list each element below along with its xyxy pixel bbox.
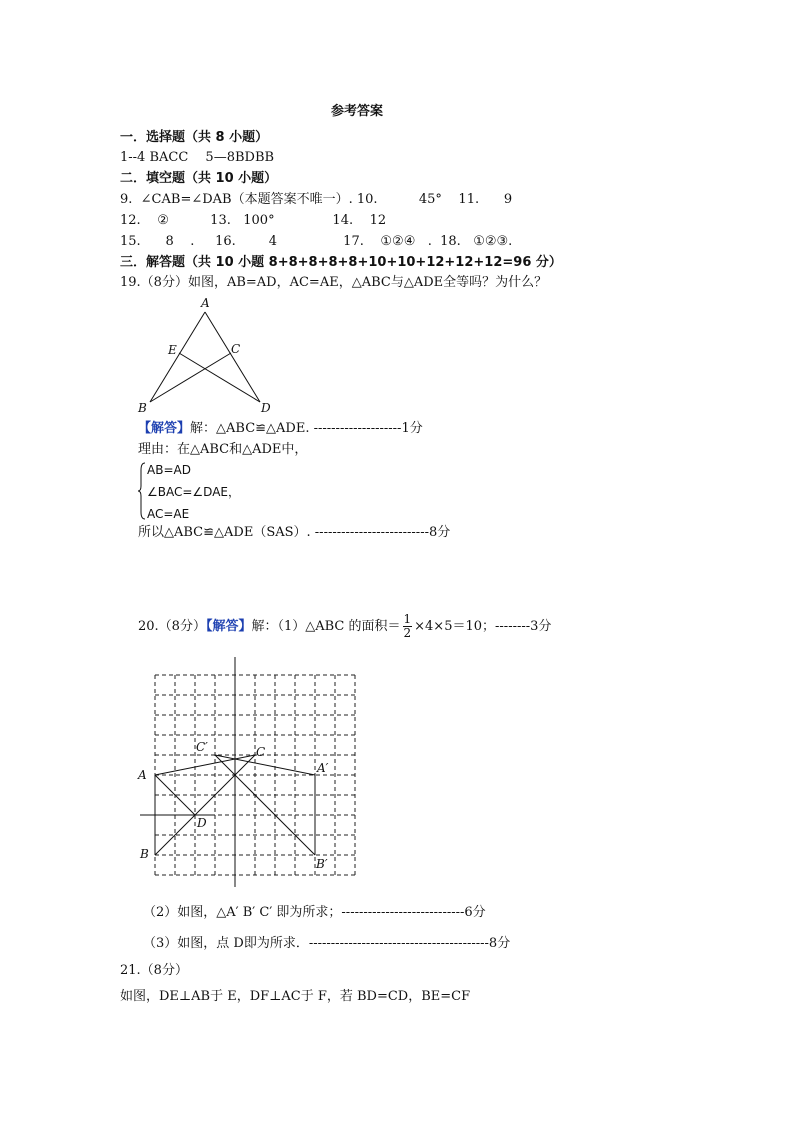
q20-part2: （2）如图，△A′ B′ C′ 即为所求；----------------------------6分 (143, 905, 486, 920)
q19-conclusion: 所以△ABC≌△ADE（SAS）. --------------------------8分 (138, 525, 451, 540)
fill-answers-row1: 9. ∠CAB=∠DAB（本题答案不唯一）. 10. 45° 11. 9 (120, 192, 513, 207)
q19-answer-tag: 【解答】 (138, 421, 191, 436)
q19-label-c: C (231, 342, 241, 356)
q20-label-d: D (197, 816, 207, 830)
q19-label-b: B (138, 401, 147, 415)
q19-label-a: A (201, 296, 210, 310)
fill-answers-row3: 15. 8 . 16. 4 17. ①②④ . 18. ①②③. (120, 234, 513, 249)
q20-part1-a: 解：（1）△ABC 的面积＝ (251, 619, 401, 634)
q20-label-b-prime: B′ (316, 857, 328, 871)
q19-reason: 理由：在△ABC和△ADE中， (138, 442, 308, 457)
page-title: 参考答案 (331, 104, 384, 119)
q19-prompt: 19.（8分）如图，AB=AD，AC=AE，△ABC与△ADE全等吗？为什么？ (120, 275, 548, 290)
q19-cond3: AC=AE (147, 507, 190, 521)
q20-grid-figure (130, 655, 370, 890)
q19-condition-brace (138, 462, 144, 520)
q20-label-a-prime: A′ (317, 761, 329, 775)
section-heading-solve: 三．解答题（共 10 小题 8+8+8+8+8+10+10+12+12+12=96 分） (120, 255, 562, 270)
q19-label-d: D (261, 401, 271, 415)
q20-prefix: 20.（8分） (138, 619, 206, 634)
q20-label-c: C (256, 745, 266, 759)
q20-frac-den: 2 (403, 626, 412, 640)
q19-cond1: AB=AD (147, 463, 191, 477)
section-heading-fill: 二．填空题（共 10 小题） (120, 171, 278, 186)
q19-answer-text: 解：△ABC≌△ADE. --------------------1分 (190, 421, 423, 436)
q20-line1 (138, 612, 551, 642)
q19-cond2: ∠BAC=∠DAE， (147, 485, 241, 499)
q19-answer (138, 420, 423, 438)
q20-answer-tag: 【解答】 (205, 619, 252, 634)
choice-answers: 1--4 BACC 5—8BDBB (120, 150, 275, 165)
fill-answers-row2: 12. ② 13. 100° 14. 12 (120, 213, 387, 228)
q21-text: 如图，DE⊥AB于 E，DF⊥AC于 F，若 BD=CD，BE=CF (120, 989, 471, 1004)
q20-label-b: B (140, 847, 149, 861)
q20-label-c-prime: C′ (196, 740, 208, 754)
q20-part3: （3）如图，点 D即为所求．-----------------------------------------8分 (143, 936, 511, 951)
q20-fraction (403, 613, 413, 640)
section-heading-choice: 一．选择题（共 8 小题） (120, 130, 269, 145)
q21-heading: 21.（8分） (120, 963, 188, 978)
q20-frac-num: 1 (403, 612, 412, 626)
q20-label-a: A (138, 768, 147, 782)
q19-label-e: E (168, 343, 177, 357)
q19-triangle-figure (130, 292, 290, 417)
q20-part1-b: ×4×5＝10；--------3分 (414, 619, 552, 634)
